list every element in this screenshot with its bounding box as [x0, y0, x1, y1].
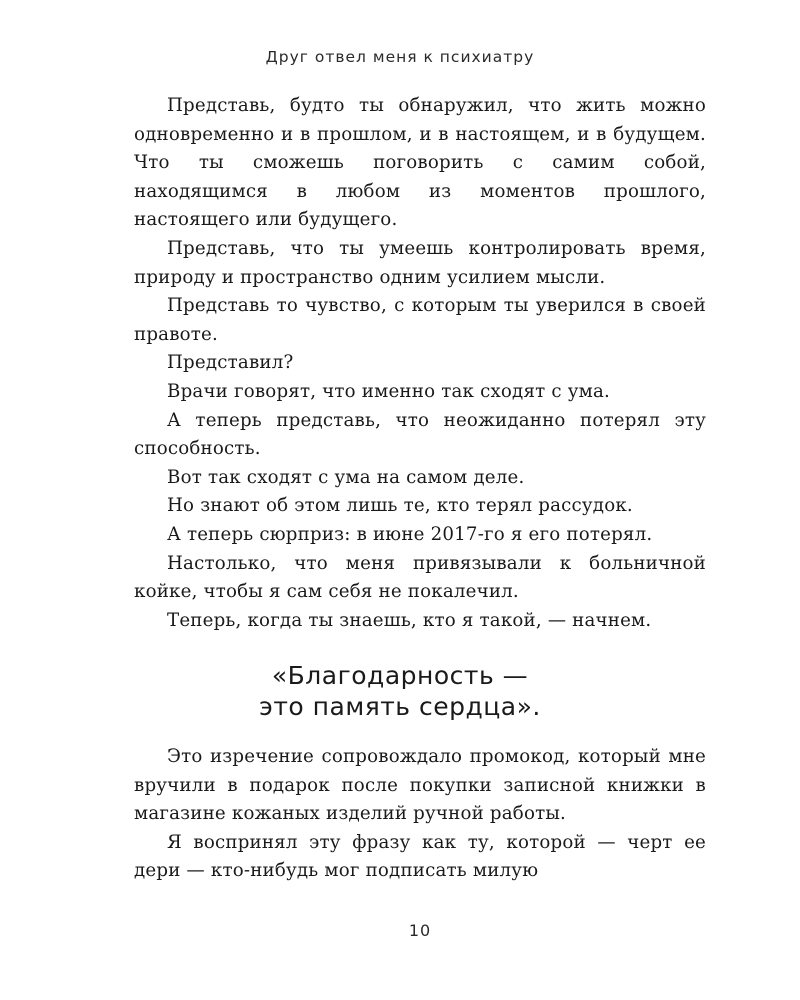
section-heading	[0, 660, 800, 722]
paragraph: Теперь, когда ты знаешь, кто я такой, — начнем.	[167, 609, 652, 631]
text-block-top	[134, 92, 706, 635]
section-heading-line-1: «Благодарность —	[271, 661, 529, 690]
paragraph: Но знают об этом лишь те, кто терял рассудок.	[167, 495, 633, 517]
paragraph: Врачи говорят, что именно так сходят с ума.	[167, 380, 611, 402]
paragraph: Это изречение сопровождало промокод, который мне вручили в подарок после покупки записной книжки в магазине кожаных изделий ручной работы.	[134, 746, 706, 825]
text-block-bottom	[134, 743, 706, 886]
paragraph: Представил?	[167, 352, 294, 374]
paragraph: А теперь сюрприз: в июне 2017-го я его потерял.	[167, 523, 653, 545]
paragraph: Вот так сходят с ума на самом деле.	[167, 466, 525, 488]
page-number: 10	[408, 921, 432, 940]
paragraph: Представь, будто ты обнаружил, что жить можно одновременно и в прошлом, и в настоящем, и в будущем. Что ты сможешь поговорить с самим собой, находящимся в любом из моментов прошлого, настоящего или будущего.	[134, 95, 706, 231]
section-heading-line-2: это память сердца».	[259, 692, 541, 721]
running-head: Друг отвел меня к психиатру	[265, 48, 535, 66]
paragraph: Представь, что ты умеешь контролировать время, природу и пространство одним усилием мысли.	[134, 237, 706, 288]
paragraph: Настолько, что меня привязывали к больничной койке, чтобы я сам себя не покалечил.	[134, 552, 706, 603]
paragraph: А теперь представь, что неожиданно потерял эту способность.	[134, 409, 706, 460]
paragraph: Я воспринял эту фразу как ту, которой — черт ее дери — кто-нибудь мог подписать милую	[134, 831, 706, 882]
paragraph: Представь то чувство, с которым ты уверился в своей правоте.	[134, 295, 706, 345]
